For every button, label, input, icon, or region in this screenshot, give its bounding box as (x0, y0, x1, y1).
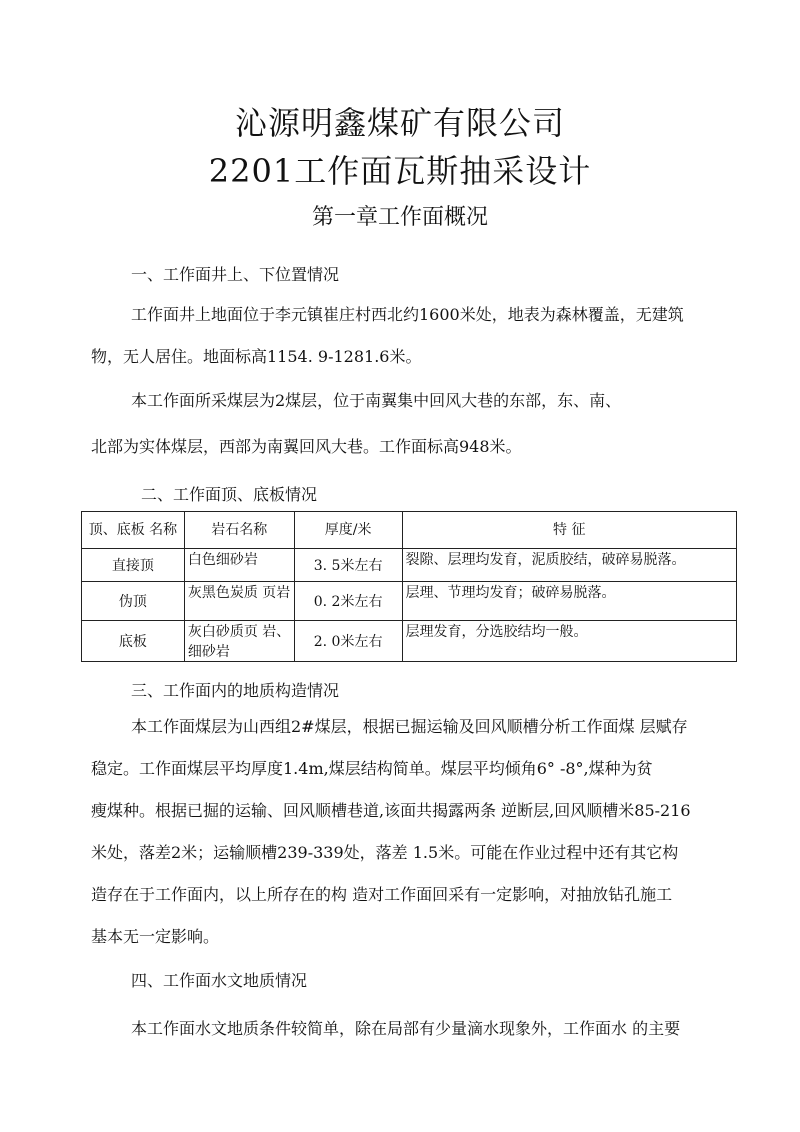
roof-floor-table (81, 511, 737, 662)
table-row (82, 621, 737, 662)
paragraph-line: 北部为实体煤层，西部为南翼回风大巷。工作面标高948米。 (91, 437, 522, 456)
paragraph-line: 稳定。工作面煤层平均厚度1.4m,煤层结构简单。煤层平均倾角6° -8°,煤种为贫 (91, 759, 653, 778)
paragraph-line: 米处，落差2米；运输顺槽239-339处，落差 1.5米。可能在作业过程中还有其它构 (91, 843, 679, 862)
paragraph-line: 工作面井上地面位于李元镇崔庄村西北约1600米处，地表为森林覆盖，无建筑 (131, 305, 684, 324)
section-3-heading: 三、工作面内的地质构造情况 (131, 681, 340, 700)
table-cell: 层理发育，分选胶结均一般。 (402, 621, 736, 662)
section-1-heading: 一、工作面井上、下位置情况 (131, 265, 340, 284)
paragraph-line: 物，无人居住。地面标高1154. 9-1281.6米。 (91, 347, 422, 366)
table-header: 特 征 (402, 512, 736, 549)
paragraph-line: 瘦煤种。根据已掘的运输、回风顺槽巷道,该面共揭露两条 逆断层,回风顺槽米85-216 (91, 801, 691, 820)
table-cell: 2. 0米左右 (294, 621, 402, 662)
table-cell: 白色细砂岩 (184, 549, 294, 582)
table-cell: 灰黑色炭质 页岩 (184, 582, 294, 621)
section-2-heading: 二、工作面顶、底板情况 (141, 485, 318, 504)
chapter-heading: 第一章工作面概况 (311, 205, 488, 230)
design-title: 2201工作面瓦斯抽采设计 (208, 152, 592, 190)
paragraph-line: 造存在于工作面内，以上所存在的构 造对工作面回采有一定影响，对抽放钻孔施工 (91, 885, 673, 904)
table-cell: 灰白砂质页 岩、细砂岩 (184, 621, 294, 662)
table-cell: 3. 5米左右 (294, 549, 402, 582)
table-row (82, 582, 737, 621)
table-header: 厚度/米 (294, 512, 402, 549)
company-title: 沁源明鑫煤矿有限公司 (234, 104, 565, 142)
table-header: 顶、底板 名称 (82, 512, 185, 549)
paragraph-line: 本工作面水文地质条件较简单，除在局部有少量滴水现象外，工作面水 的主要 (131, 1019, 681, 1038)
table-cell: 0. 2米左右 (294, 582, 402, 621)
table-cell: 层理、节理均发育；破碎易脱落。 (402, 582, 736, 621)
table-cell: 底板 (82, 621, 185, 662)
paragraph-line: 本工作面所采煤层为2煤层，位于南翼集中回风大巷的东部，东、南、 (131, 391, 622, 410)
paragraph-line: 本工作面煤层为山西组2#煤层，根据已掘运输及回风顺槽分析工作面煤 层赋存 (131, 717, 688, 736)
table-cell: 伪顶 (82, 582, 185, 621)
table-header-row (82, 512, 737, 549)
table-header: 岩石名称 (184, 512, 294, 549)
section-4-heading: 四、工作面水文地质情况 (131, 971, 308, 990)
table-row (82, 549, 737, 582)
table-cell: 裂隙、层理均发育，泥质胶结，破碎易脱落。 (402, 549, 736, 582)
table-cell: 直接顶 (82, 549, 185, 582)
paragraph-line: 基本无一定影响。 (91, 927, 220, 946)
